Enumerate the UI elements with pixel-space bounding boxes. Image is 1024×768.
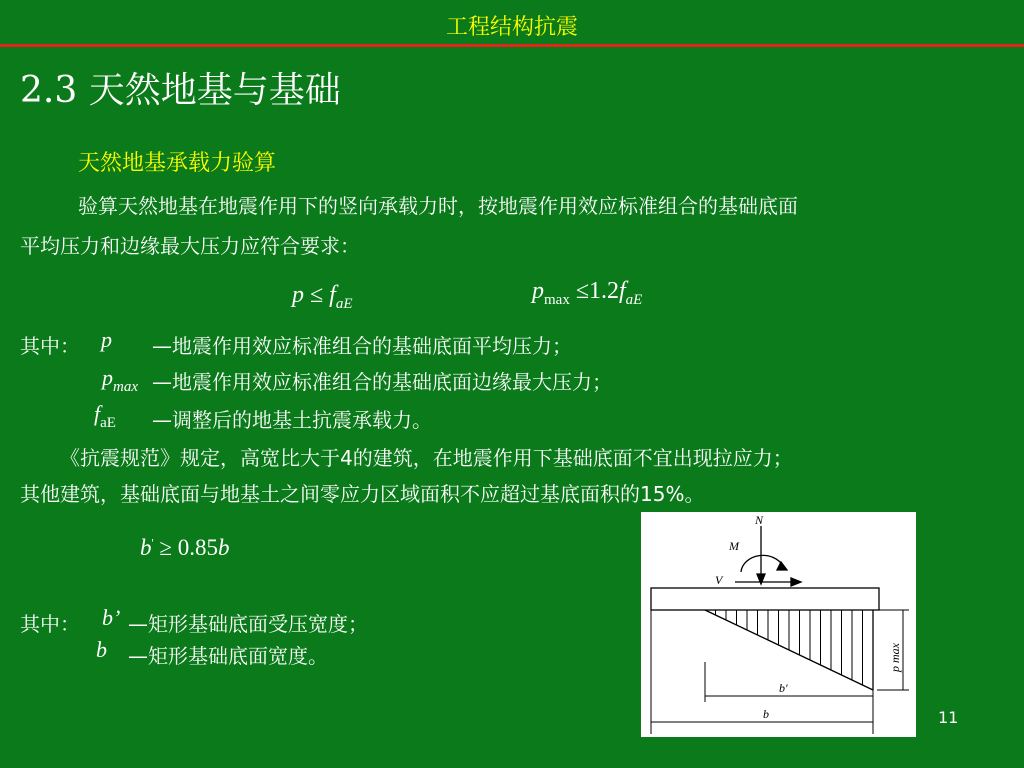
slide-title	[20, 62, 341, 113]
formula2-p: p	[532, 278, 544, 304]
formula2-f: f	[619, 278, 626, 304]
def-pmax-symbol	[102, 365, 138, 396]
label-V: V	[715, 573, 723, 587]
formula1-leq: ≤	[304, 282, 330, 308]
foundation-pressure-diagram	[641, 512, 916, 737]
def-fae-text: —调整后的地基土抗震承载力。	[152, 408, 432, 432]
paragraph-2-line-1: 《抗震规范》规定，高宽比大于4的建筑，在地震作用下基础底面不宜出现拉应力；	[60, 446, 793, 470]
def-pmax-p: p	[102, 365, 113, 390]
def-pmax-text: —地震作用效应标准组合的基础底面边缘最大压力；	[152, 370, 612, 394]
label-M: M	[729, 539, 739, 553]
pressure-ticks	[716, 610, 863, 685]
def-pmax-sub: max	[113, 379, 138, 395]
subheading: 天然地基承载力验算	[78, 151, 277, 176]
def-p-text: —地震作用效应标准组合的基础底面平均压力；	[152, 334, 572, 358]
paragraph-1-line-1: 验算天然地基在地震作用下的竖向承载力时，按地震作用效应标准组合的基础底面	[78, 194, 798, 218]
formula3-prime: '	[151, 535, 154, 550]
formula-average-pressure	[292, 282, 353, 313]
formula1-f-sub: aE	[335, 296, 353, 312]
def-fae-f: f	[94, 401, 101, 426]
def-b-symbol: b	[96, 637, 107, 662]
footing-slab	[651, 588, 879, 610]
label-N: N	[755, 513, 764, 527]
section-number: 2.3	[20, 70, 78, 111]
formula2-p-sub: max	[544, 292, 570, 308]
def-fae-sub: aE	[100, 415, 116, 431]
def-b-text: —矩形基础底面宽度。	[128, 644, 328, 668]
formula2-leq: ≤1.2	[569, 278, 619, 304]
def-fae-symbol	[94, 401, 116, 432]
label-b: b	[763, 707, 769, 721]
formula3-rest: ≥ 0.85	[153, 535, 219, 560]
section-title: 天然地基与基础	[88, 70, 341, 111]
moment-arrowhead	[777, 562, 787, 570]
def-bprime-text: —矩形基础底面受压宽度；	[128, 612, 368, 636]
formula3-b1: b	[140, 535, 152, 560]
shear-force-arrowhead	[791, 578, 801, 586]
paragraph-1-line-2: 平均压力和边缘最大压力应符合要求：	[20, 234, 360, 258]
def-p-symbol: p	[101, 327, 112, 352]
label-bprime: b′	[779, 681, 788, 695]
def-bprime-symbol: b’	[102, 605, 121, 630]
formula1-f: f	[329, 282, 336, 308]
where-label-2: 其中：	[20, 612, 80, 636]
formula-max-pressure	[532, 278, 642, 309]
label-pmax: p max	[888, 643, 902, 672]
formula3-b2: b	[218, 535, 230, 560]
paragraph-2-line-2: 其他建筑，基础底面与地基土之间零应力区域面积不应超过基底面积的15%。	[20, 482, 705, 506]
formula2-f-sub: aE	[625, 292, 643, 308]
header-title: 工程结构抗震	[445, 15, 578, 40]
header-divider	[0, 44, 1024, 47]
formula1-p: p	[292, 282, 304, 308]
formula-compressed-width	[140, 535, 230, 561]
page-number: 11	[938, 708, 959, 727]
where-label: 其中：	[20, 334, 80, 358]
